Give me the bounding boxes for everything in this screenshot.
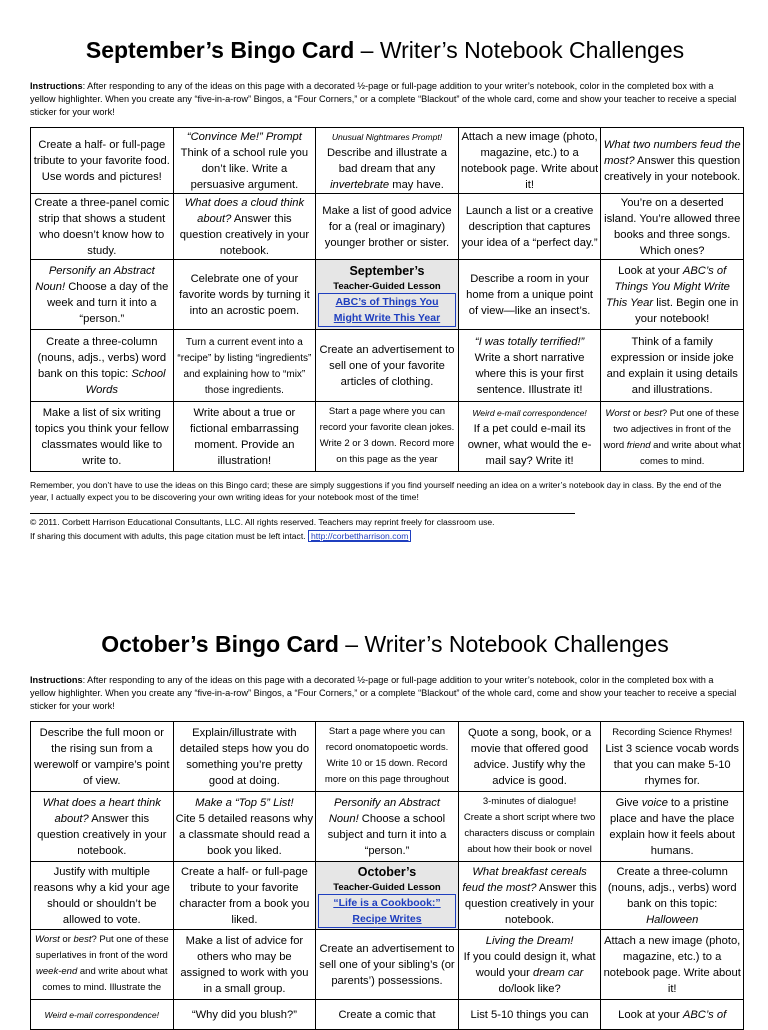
bingo-cell xyxy=(31,722,174,792)
bingo-cell xyxy=(601,402,744,472)
guided-month: October’s xyxy=(357,864,417,879)
page-title xyxy=(30,36,740,66)
bingo-row xyxy=(31,862,744,930)
bingo-row xyxy=(31,1000,744,1030)
bingo-cell xyxy=(458,1000,601,1030)
cell-text: Weird e-mail correspondence! If a pet could e-mail its owner, what would the e-mail say? Write it! xyxy=(467,407,592,467)
cell-text: Look at your ABC’s of xyxy=(618,1008,727,1021)
bingo-row xyxy=(31,792,744,862)
bingo-cell xyxy=(31,260,174,330)
cell-text: Create a comic that xyxy=(338,1008,436,1021)
bingo-cell xyxy=(601,128,744,194)
divider xyxy=(30,513,575,514)
cell-text: Create a three-column (nouns, adjs., verbs) word bank on this topic: School Words xyxy=(37,335,167,396)
cell-text: Give voice to a pristine place and have the place explain how it feels about humans. xyxy=(609,796,735,857)
cell-text: Attach a new image (photo, magazine, etc.) to a notebook page. Write about it! xyxy=(460,130,599,191)
cell-text: Create an advertisement to sell one of your sibling’s (or parents’) possessions. xyxy=(319,942,455,987)
cell-text: Worst or best? Put one of these superlatives in front of the word week-end and write about what comes to mind. Illustrate the xyxy=(34,933,169,993)
bingo-cell xyxy=(31,330,174,402)
bingo-cell xyxy=(31,194,174,260)
cell-text: Make a list of advice for others who may be assigned to work with you in a small group. xyxy=(180,934,309,995)
september-section xyxy=(30,36,740,542)
title-bold: September’s Bingo Card xyxy=(85,37,355,63)
bingo-cell xyxy=(458,792,601,862)
cell-text: Weird e-mail correspondence! xyxy=(44,1009,160,1020)
title-bold: October’s Bingo Card xyxy=(101,631,339,657)
cell-text: Think of a family expression or inside joke and explain it using details and illustrations. xyxy=(606,335,738,396)
cell-text: Create a half- or full-page tribute to your favorite food. Use words and pictures! xyxy=(33,138,170,183)
cell-text: Turn a current event into a “recipe” by listing “ingredients” and explaining how to “mix” those ingredients. xyxy=(177,336,312,396)
bingo-cell xyxy=(458,722,601,792)
cell-text: What two numbers feud the most? Answer this question creatively in your notebook. xyxy=(603,138,741,183)
bingo-cell xyxy=(316,1000,459,1030)
instructions xyxy=(30,674,740,714)
bingo-cell xyxy=(173,260,316,330)
cell-text: Living the Dream! If you could design it, what would your dream car do/look like? xyxy=(463,934,596,995)
title-rest: – Writer’s Notebook Challenges xyxy=(338,631,669,657)
copyright-line: © 2011. Corbett Harrison Educational Consultants, LLC. All rights reserved. Teachers may reprint freely for classroom use. xyxy=(30,517,495,527)
citation-line xyxy=(30,530,740,542)
bingo-cell xyxy=(458,128,601,194)
cell-text: Worst or best? Put one of these two adjectives in front of the word friend and write about what comes to mind. xyxy=(603,407,741,467)
cell-text: List 5-10 things you can xyxy=(470,1008,589,1021)
guided-month: September’s xyxy=(349,263,425,278)
bingo-cell xyxy=(31,128,174,194)
cell-text: Unusual Nightmares Prompt! Describe and illustrate a bad dream that any invertebrate may have. xyxy=(326,131,447,191)
bingo-row xyxy=(31,128,744,194)
cell-text: Make a list of good advice for a (real or imaginary) younger brother or sister. xyxy=(322,204,452,249)
cell-text: Make a list of six writing topics you think your fellow classmates would like to write to. xyxy=(34,406,169,467)
bingo-cell xyxy=(601,194,744,260)
bingo-row xyxy=(31,330,744,402)
bingo-row xyxy=(31,260,744,330)
instructions-label: Instructions xyxy=(30,675,83,685)
guided-lesson-link[interactable]: “Life is a Cookbook:” Recipe Writes xyxy=(318,894,456,928)
cell-text: “I was totally terrified!” Write a short narrative where this is your first sentence. Illustrate it! xyxy=(474,335,585,396)
cell-text: Quote a song, book, or a movie that offered good advice. Justify why the advice is good. xyxy=(468,726,592,787)
cell-text: Create a half- or full-page tribute to your favorite character from a book you liked. xyxy=(179,865,310,926)
bingo-row xyxy=(31,930,744,1000)
bingo-row xyxy=(31,402,744,472)
bingo-cell xyxy=(173,862,316,930)
bingo-grid xyxy=(30,721,744,1030)
bingo-cell xyxy=(458,260,601,330)
bingo-cell xyxy=(601,722,744,792)
guided-lesson-cell xyxy=(316,260,459,330)
page-title xyxy=(30,630,740,660)
cell-text: Launch a list or a creative description that captures your idea of a “perfect day.” xyxy=(461,204,598,249)
bingo-cell xyxy=(316,722,459,792)
bingo-cell xyxy=(458,862,601,930)
cell-text: What does a heart think about? Answer this question creatively in your notebook. xyxy=(37,796,167,857)
bingo-cell xyxy=(316,194,459,260)
bingo-cell xyxy=(31,792,174,862)
cell-text: Attach a new image (photo, magazine, etc.) to a notebook page. Write about it! xyxy=(603,934,741,995)
cell-text: Start a page where you can record your favorite clean jokes. Write 2 or 3 down. Record more on this page as the year xyxy=(319,405,455,465)
bingo-cell xyxy=(316,792,459,862)
guided-lesson-cell xyxy=(316,862,459,930)
bingo-cell xyxy=(173,402,316,472)
cell-text: What breakfast cereals feud the most? Answer this question creatively in your notebook. xyxy=(462,865,597,926)
bingo-cell xyxy=(173,722,316,792)
bingo-cell xyxy=(601,260,744,330)
bingo-cell xyxy=(173,792,316,862)
october-section xyxy=(30,630,740,1030)
bingo-cell xyxy=(601,792,744,862)
bingo-cell xyxy=(173,330,316,402)
bingo-row xyxy=(31,722,744,792)
cell-text: Create a three-panel comic strip that shows a student who doesn’t know how to study. xyxy=(34,196,170,257)
cell-text: “Convince Me!” Prompt Think of a school rule you don’t like. Write a persuasive argument. xyxy=(180,130,309,191)
cell-text: Create a three-column (nouns, adjs., verbs) word bank on this topic: Halloween xyxy=(607,865,737,926)
bingo-cell xyxy=(316,330,459,402)
bingo-cell xyxy=(173,930,316,1000)
cell-text: Celebrate one of your favorite words by turning it into an acrostic poem. xyxy=(179,272,310,317)
bingo-cell xyxy=(601,862,744,930)
bingo-cell xyxy=(316,128,459,194)
cell-text: What does a cloud think about? Answer this question creatively in your notebook. xyxy=(179,196,310,257)
instructions xyxy=(30,80,740,120)
bingo-cell xyxy=(458,930,601,1000)
bingo-cell xyxy=(31,402,174,472)
cell-text: Justify with multiple reasons why a kid your age should or shouldn’t be allowed to vote. xyxy=(33,865,170,926)
cell-text: Start a page where you can record onomatopoetic words. Write 10 or 15 down. Record more on this page throughout xyxy=(324,725,450,785)
cell-text: Write about a true or fictional embarrassing moment. Provide an illustration! xyxy=(189,406,299,467)
bingo-grid xyxy=(30,127,744,472)
title-rest: – Writer’s Notebook Challenges xyxy=(354,37,685,63)
cell-text: Personify an Abstract Noun! Choose a school subject and turn it into a “person.” xyxy=(327,796,447,857)
cell-text: Personify an Abstract Noun! Choose a day of the week and turn it into a “person.” xyxy=(35,264,169,325)
guided-subtitle: Teacher-Guided Lesson xyxy=(333,280,441,292)
cell-text: 3-minutes of dialogue! Create a short script where two characters discuss or complain about how their book or novel xyxy=(463,795,596,855)
bingo-cell xyxy=(31,1000,174,1030)
cell-text: Describe the full moon or the rising sun from a werewolf or vampire’s point of view. xyxy=(34,726,170,787)
bingo-cell xyxy=(31,862,174,930)
cell-text: Make a “Top 5” List! Cite 5 detailed reasons why a classmate should read a book you liked. xyxy=(175,796,314,857)
bingo-cell xyxy=(458,194,601,260)
cell-text: Describe a room in your home from a unique point of view—like an insect’s. xyxy=(466,272,594,317)
citation-text: If sharing this document with adults, this page citation must be left intact. xyxy=(30,531,306,541)
bingo-row xyxy=(31,194,744,260)
guided-lesson-link[interactable]: ABC’s of Things You Might Write This Year xyxy=(318,293,456,327)
website-link[interactable]: http://corbettharrison.com xyxy=(308,530,411,542)
bingo-cell xyxy=(458,402,601,472)
cell-text: Create an advertisement to sell one of your favorite articles of clothing. xyxy=(319,343,455,388)
bingo-cell xyxy=(601,930,744,1000)
bingo-cell xyxy=(601,1000,744,1030)
bingo-cell xyxy=(173,128,316,194)
instructions-text: : After responding to any of the ideas on this page with a decorated ½-page or full-page addition to your writer’s notebook, color in the completed box with a yellow highlighter. When you create any “five-in-a-row” Bingos, a “Four Corners,” or a complete “Blackout” of the whole card, come and show your teacher to receive a special sticker for your work! xyxy=(30,675,737,711)
bingo-cell xyxy=(601,330,744,402)
cell-text: Look at your ABC’s of Things You Might Write This Year list. Begin one in your notebook! xyxy=(606,264,739,325)
instructions-text: : After responding to any of the ideas on this page with a decorated ½-page or full-page addition to your writer’s notebook, color in the completed box with a yellow highlighter. When you create any “five-in-a-row” Bingos, a “Four Corners,” or a complete “Blackout” of the whole card, come and show your teacher to receive a special sticker for your work! xyxy=(30,81,737,117)
bingo-cell xyxy=(458,330,601,402)
bingo-cell xyxy=(316,930,459,1000)
guided-subtitle: Teacher-Guided Lesson xyxy=(333,881,441,893)
footnote: Remember, you don’t have to use the ideas on this Bingo card; these are simply suggestions if you find yourself needing an idea on a writer’s notebook day in class. By the end of the year, I actually expect you to be discovering your own writing ideas for your notebook most of the time! xyxy=(30,480,722,502)
cell-text: Explain/illustrate with detailed steps how you do something you’re pretty good at doing. xyxy=(179,726,310,787)
cell-text: You’re on a deserted island. You’re allowed three books and three songs. Which ones? xyxy=(604,196,741,257)
bingo-cell xyxy=(173,194,316,260)
cell-text: Recording Science Rhymes! List 3 science vocab words that you can make 5-10 rhymes for. xyxy=(605,727,740,787)
bingo-cell xyxy=(31,930,174,1000)
bingo-cell xyxy=(173,1000,316,1030)
instructions-label: Instructions xyxy=(30,81,83,91)
cell-text: “Why did you blush?” xyxy=(191,1008,297,1021)
bingo-cell xyxy=(316,402,459,472)
